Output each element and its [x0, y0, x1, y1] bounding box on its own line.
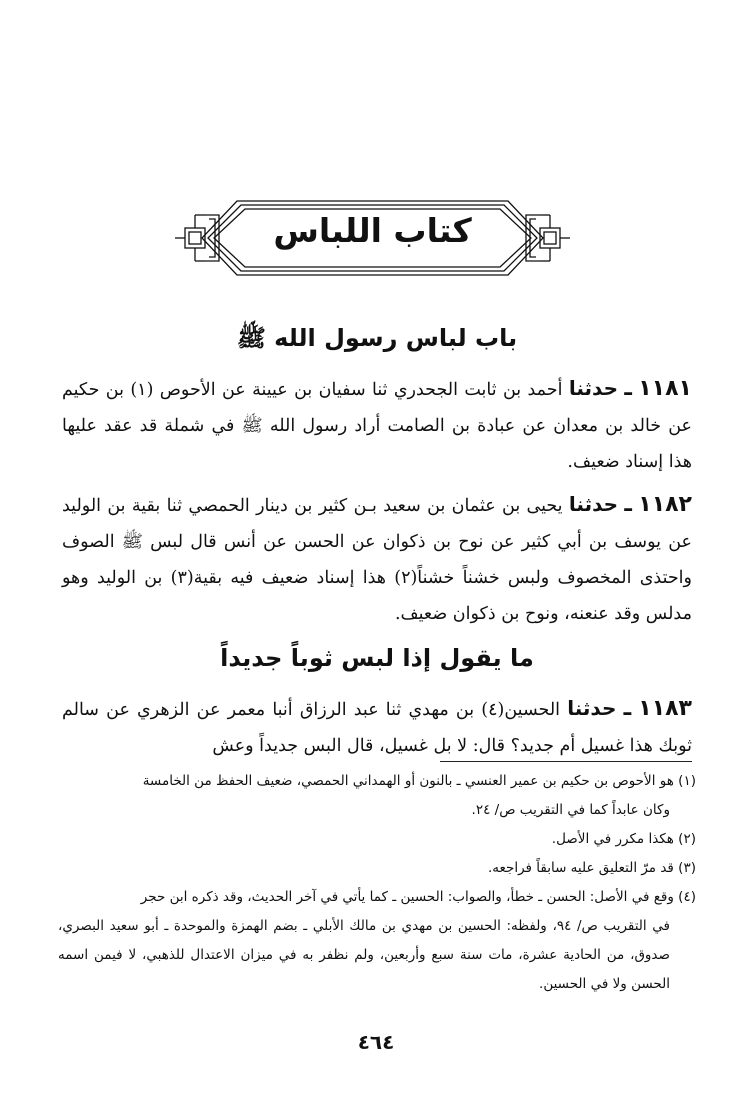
footnote-label: (١)	[678, 773, 696, 789]
hadith-dash: ـ	[623, 696, 632, 721]
hadith-number: ١١٨٣	[638, 696, 692, 721]
hadith-dash: ـ	[624, 492, 632, 517]
hadith-1183	[62, 690, 692, 764]
footnote-label: (٣)	[678, 860, 696, 876]
footnotes	[58, 767, 696, 999]
chapter-heading: باب لباس رسول الله ﷺ	[236, 324, 518, 352]
footnote-continuation: في التقريب ص/ ٩٤، ولفظه: الحسين بن مهدي بن مالك الأبلي ـ بضم الهمزة والموحدة ـ أبو سعيد البصري، صدوق، من الحادية عشرة، مات سنة سبع وأربعين، ولم نظفر به في ميزان الاعتدال للذهبي، لا فيمن اسمه الحسن ولا في الحسين.	[58, 918, 670, 992]
title-ornament-frame	[175, 197, 570, 279]
footnote-text: هكذا مكرر في الأصل.	[551, 831, 674, 847]
main-text	[62, 318, 692, 770]
hadith-number: ١١٨١	[638, 376, 692, 401]
book-title: كتاب اللباس	[273, 211, 472, 250]
footnote	[58, 825, 696, 854]
chapter-heading: ما يقول إذا لبس ثوباً جديداً	[220, 644, 534, 672]
hadith-keyword: حدثنا	[567, 696, 617, 720]
hadith-1181	[62, 370, 692, 480]
hadith-text: أحمد بن ثابت الجحدري ثنا سفيان بن عيينة عن الأحوص (١) بن حكيم عن خالد بن معدان عن عبادة بن الصامت أراد رسول الله ﷺ في شملة قد عقد عليها هذا إسناد ضعيف.	[62, 380, 692, 472]
footnote-separator	[440, 761, 692, 762]
footnote-text: قد مرّ التعليق عليه سابقاً فراجعه.	[487, 860, 674, 876]
footnote	[58, 854, 696, 883]
hadith-keyword: حدثنا	[568, 492, 619, 516]
hadith-number: ١١٨٢	[638, 492, 692, 517]
page-number: ٤٦٤	[357, 1030, 395, 1054]
hadith-text: يحيى بن عثمان بن سعيد بـن كثير بن دينار الحمصي ثنا بقية بن الوليد عن يوسف بن أبي كثير عن نوح بن ذكوان عن الحسن عن أنس قال لبس ﷺ الصوف واحتذى المخصوف ولبس خشناً خشناً(٢) هذا إسناد ضعيف فيه بقية(٣) بن الوليد وهو مدلس وقد عنعنه، ونوح بن ذكوان ضعيف.	[62, 496, 692, 624]
footnote-text: هو الأحوص بن حكيم بن عمير العنسي ـ بالنون أو الهمداني الحمصي، ضعيف الحفظ من الخامسة	[142, 773, 674, 789]
hadith-keyword: حدثنا	[568, 376, 618, 400]
hadith-1182	[62, 486, 692, 632]
footnote-label: (٤)	[678, 889, 696, 905]
hadith-dash: ـ	[624, 376, 632, 401]
footnote	[58, 767, 696, 825]
footnote-text: وقع في الأصل: الحسن ـ خطأ، والصواب: الحسين ـ كما يأتي في آخر الحديث، وقد ذكره ابن حجر	[140, 889, 674, 905]
footnote	[58, 883, 696, 999]
footnote-continuation: وكان عابداً كما في التقريب ص/ ٢٤.	[471, 802, 670, 818]
footnote-label: (٢)	[678, 831, 696, 847]
hadith-text: الحسين(٤) بن مهدي ثنا عبد الرزاق أنبا معمر عن الزهري عن سالم ثوبك هذا غسيل أم جديد؟ قال: لا بل غسيل، قال البس جديداً وعش	[62, 700, 692, 756]
